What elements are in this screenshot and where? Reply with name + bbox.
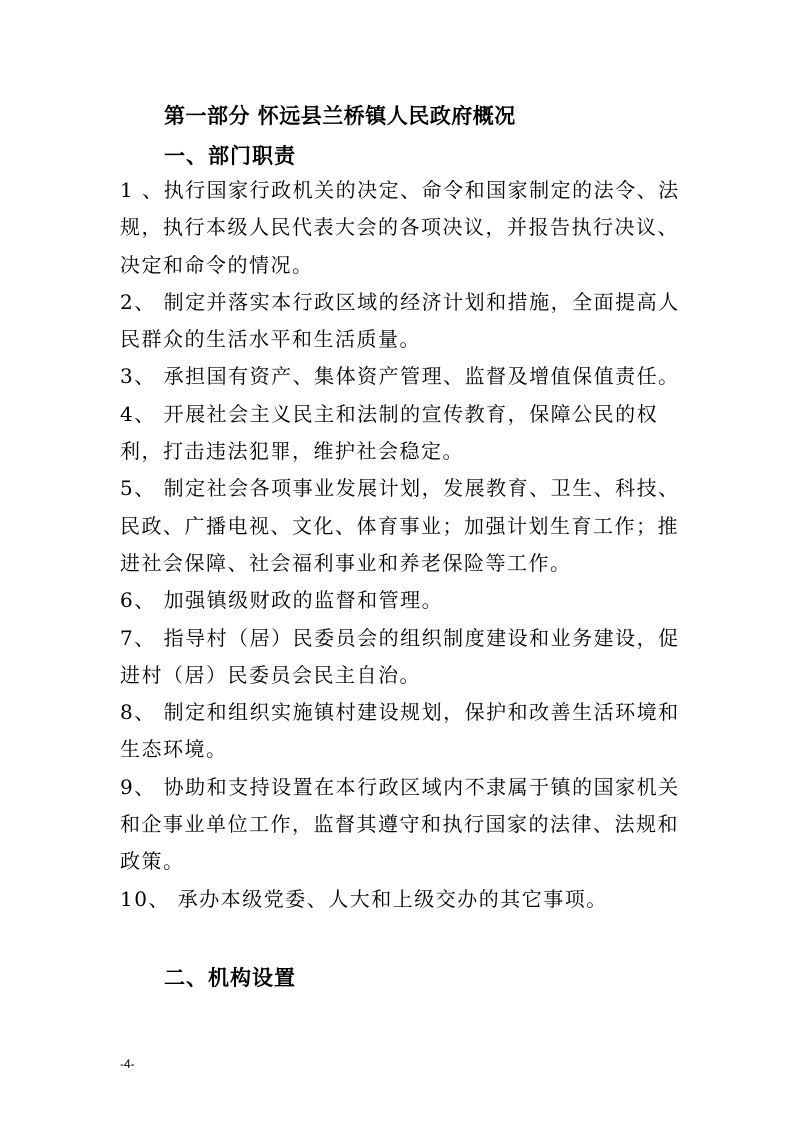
document-title: 第一部分 怀远县兰桥镇人民政府概况 [164, 104, 516, 128]
list-item: 6、 加强镇级财政的监督和管理。 [120, 588, 444, 613]
list-item: 7、 指导村（居）民委员会的组织制度建设和业务建设，促进村（居）民委员会民主自治。 [120, 625, 680, 687]
list-item: 4、 开展社会主义民主和法制的宣传教育，保障公民的权利，打击违法犯罪，维护社会稳定。 [120, 401, 659, 464]
list-item: 2、 制定并落实本行政区域的经济计划和措施，全面提高人民群众的生活水平和生活质量。 [120, 289, 680, 352]
list-item: 9、 协助和支持设置在本行政区域内不隶属于镇的国家机关和企事业单位工作，监督其遵守和执行国家的法律、法规和政策。 [120, 774, 680, 874]
list-item: 1 、执行国家行政机关的决定、命令和国家制定的法令、法规，执行本级人民代表大会的各项决议，并报告执行决议、决定和命令的情况。 [120, 178, 680, 277]
page-number: -4- [120, 1057, 135, 1071]
list-item: 10、 承办本级党委、人大和上级交办的其它事项。 [120, 886, 608, 911]
list-item: 5、 制定社会各项事业发展计划，发展教育、卫生、科技、民政、广播电视、文化、体育事业；加强计划生育工作；推进社会保障、社会福利事业和养老保险等工作。 [120, 476, 680, 575]
list-item: 3、 承担国有资产、集体资产管理、监督及增值保值责任。 [120, 364, 680, 389]
duties-list [120, 172, 680, 918]
list-item: 8、 制定和组织实施镇村建设规划，保护和改善生活环境和生态环境。 [120, 700, 680, 762]
section-heading-organization: 二、机构设置 [164, 966, 296, 990]
section-heading-duties: 一、部门职责 [164, 144, 296, 168]
